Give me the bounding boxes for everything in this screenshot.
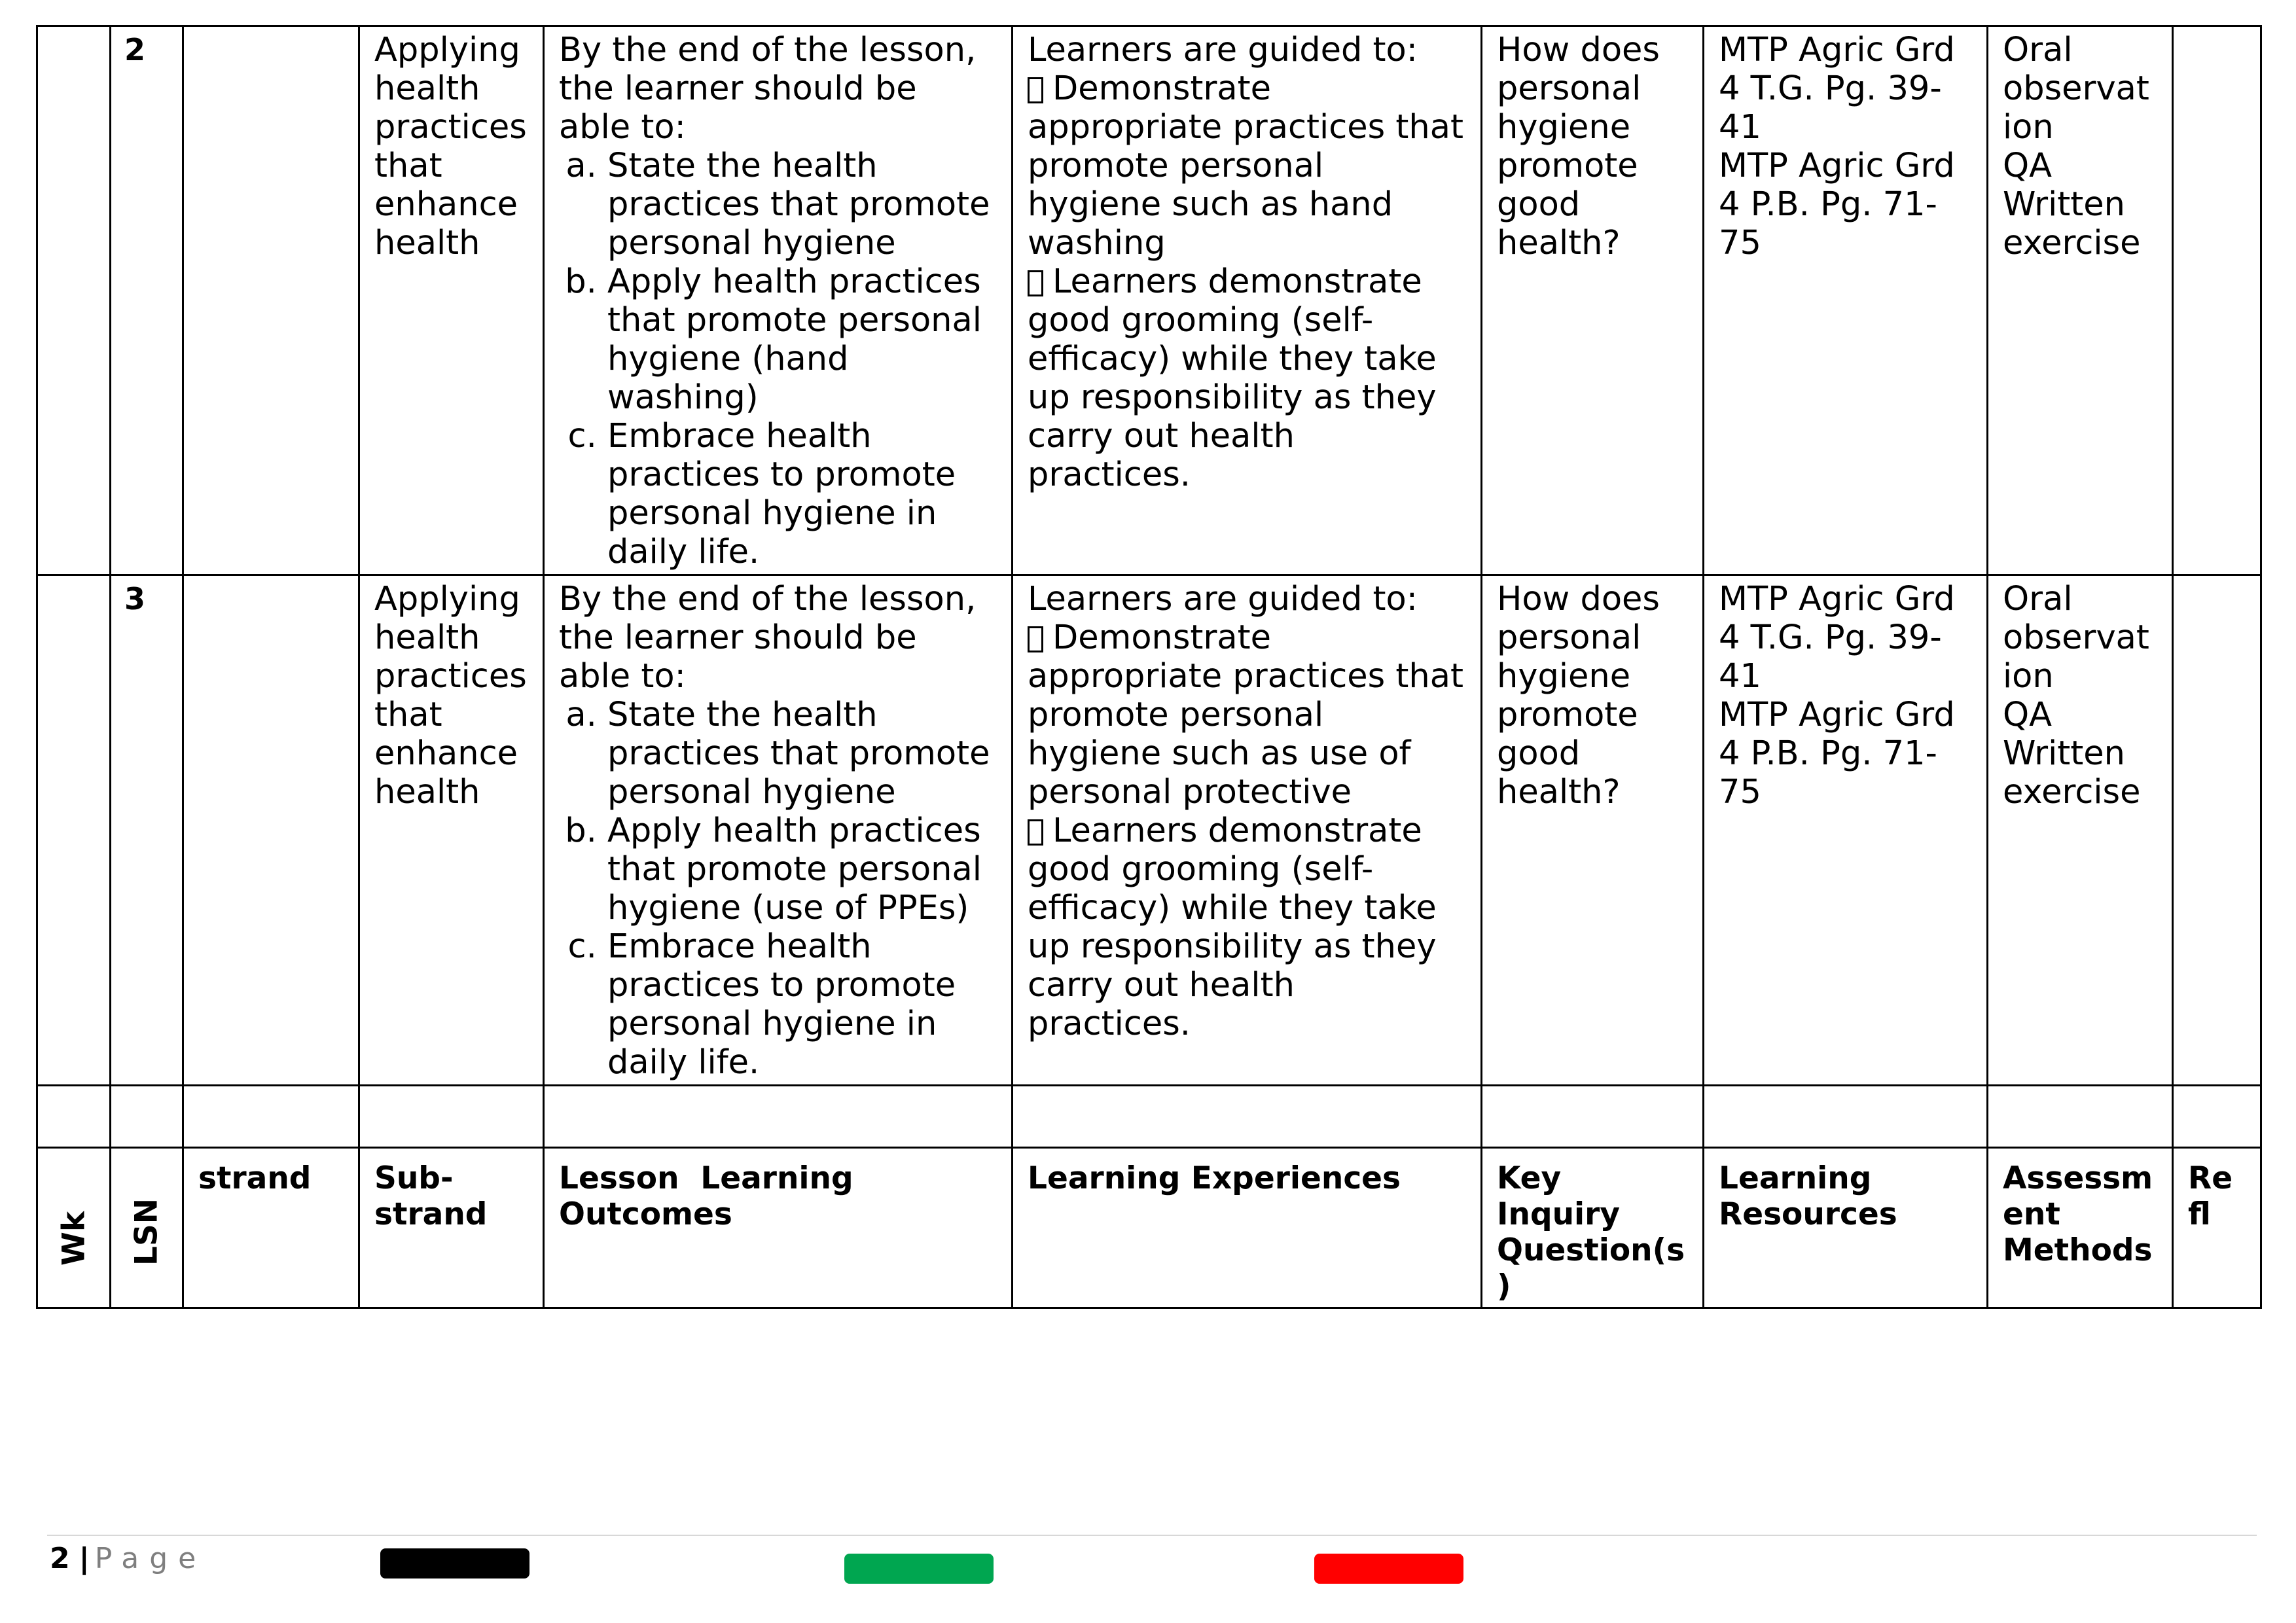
assessment-methods-cell xyxy=(1988,26,2173,575)
assessment-item: Oral observation xyxy=(2003,580,2149,696)
resource-item: MTP Agric Grd 4 P.B. Pg. 71-75 xyxy=(1719,696,1955,812)
footer-separator: | xyxy=(79,1542,90,1575)
outcomes-list xyxy=(559,147,997,571)
experience-item xyxy=(1028,262,1466,494)
outcome-item: b. Apply health practices that promote personal hygiene (use of PPEs) xyxy=(607,812,997,927)
flag-stripe-green xyxy=(844,1554,994,1584)
outcome-item: a. State the health practices that promote personal hygiene xyxy=(607,696,997,812)
header-learning-outcomes: Lesson Learning Outcomes xyxy=(544,1148,1013,1308)
empty-row xyxy=(37,1086,2261,1148)
outcome-item: c. Embrace health practices to promote personal hygiene in daily life. xyxy=(607,417,997,571)
empty-cell xyxy=(544,1086,1013,1148)
experience-text: Learners demonstrate good grooming (self-efficacy) while they take up responsibility as they carry out health practices. xyxy=(1028,262,1437,494)
empty-cell xyxy=(37,1086,111,1148)
header-strand: strand xyxy=(183,1148,359,1308)
experience-item xyxy=(1028,618,1466,812)
header-learning-experiences: Learning Experiences xyxy=(1013,1148,1482,1308)
learning-outcomes-cell xyxy=(544,575,1013,1086)
flag-stripe-black xyxy=(380,1548,529,1578)
outcome-item: a. State the health practices that promote personal hygiene xyxy=(607,147,997,262)
flag-stripe-red xyxy=(1314,1554,1463,1584)
empty-cell xyxy=(183,1086,359,1148)
assessment-item: QA xyxy=(2003,696,2053,734)
assessment-methods-cell xyxy=(1988,575,2173,1086)
page-number: 2 xyxy=(50,1542,70,1575)
strand-cell xyxy=(183,26,359,575)
header-week xyxy=(37,1148,111,1308)
experience-text: Demonstrate appropriate practices that promote personal hygiene such as hand washing xyxy=(1028,69,1463,262)
lesson-row xyxy=(37,26,2261,575)
resource-item: MTP Agric Grd 4 T.G. Pg. 39-41 xyxy=(1719,580,1955,696)
outcomes-intro: By the end of the lesson, the learner should be able to: xyxy=(559,31,977,147)
lesson-number-cell: 3 xyxy=(111,575,183,1086)
scheme-of-work-table xyxy=(36,25,2262,1309)
assessment-item: Written exercise xyxy=(2003,734,2141,812)
header-learning-resources: Learning Resources xyxy=(1704,1148,1988,1308)
experience-text: Learners demonstrate good grooming (self-efficacy) while they take up responsibility as they carry out health practices. xyxy=(1028,812,1437,1043)
empty-cell xyxy=(1704,1086,1988,1148)
page-footer xyxy=(50,1539,206,1578)
week-cell xyxy=(37,26,111,575)
resource-item: MTP Agric Grd 4 T.G. Pg. 39-41 xyxy=(1719,31,1955,147)
key-inquiry-cell: How does personal hygiene promote good health? xyxy=(1482,575,1704,1086)
learning-resources-cell xyxy=(1704,26,1988,575)
outcome-item: b. Apply health practices that promote personal hygiene (hand washing) xyxy=(607,262,997,417)
outcome-item: c. Embrace health practices to promote personal hygiene in daily life. xyxy=(607,927,997,1082)
experience-text: Demonstrate appropriate practices that promote personal hygiene such as use of personal protective xyxy=(1028,618,1463,812)
lesson-number-cell: 2 xyxy=(111,26,183,575)
assessment-item: Oral observation xyxy=(2003,31,2149,147)
learning-experiences-cell xyxy=(1013,26,1482,575)
empty-cell xyxy=(111,1086,183,1148)
empty-cell xyxy=(2173,1086,2261,1148)
outcomes-list xyxy=(559,696,997,1082)
assessment-item: Written exercise xyxy=(2003,185,2141,262)
empty-cell xyxy=(359,1086,544,1148)
strand-cell xyxy=(183,575,359,1086)
header-week-label: Wk xyxy=(56,1211,92,1266)
header-lesson-label: LSN xyxy=(128,1198,165,1266)
header-lesson xyxy=(111,1148,183,1308)
assessment-item: QA xyxy=(2003,147,2053,185)
empty-cell xyxy=(1988,1086,2173,1148)
lesson-row xyxy=(37,575,2261,1086)
footer-divider xyxy=(47,1535,2257,1536)
experience-item xyxy=(1028,69,1466,262)
missing-glyph-icon xyxy=(1028,819,1043,846)
header-reflection: Refl xyxy=(2173,1148,2261,1308)
header-assessment-methods: Assessment Methods xyxy=(1988,1148,2173,1308)
reflection-cell xyxy=(2173,575,2261,1086)
experiences-intro: Learners are guided to: xyxy=(1028,580,1418,618)
sub-strand-cell: Applying health practices that enhance health xyxy=(359,26,544,575)
reflection-cell xyxy=(2173,26,2261,575)
outcomes-intro: By the end of the lesson, the learner should be able to: xyxy=(559,580,977,696)
key-inquiry-cell: How does personal hygiene promote good health? xyxy=(1482,26,1704,575)
learning-resources-cell xyxy=(1704,575,1988,1086)
missing-glyph-icon xyxy=(1028,626,1043,652)
page-label: Page xyxy=(94,1542,207,1575)
experience-item xyxy=(1028,812,1466,1043)
learning-outcomes-cell xyxy=(544,26,1013,575)
empty-cell xyxy=(1482,1086,1704,1148)
header-key-inquiry: Key Inquiry Question(s) xyxy=(1482,1148,1704,1308)
resource-item: MTP Agric Grd 4 P.B. Pg. 71-75 xyxy=(1719,147,1955,262)
empty-cell xyxy=(1013,1086,1482,1148)
header-row xyxy=(37,1148,2261,1308)
experiences-intro: Learners are guided to: xyxy=(1028,31,1418,69)
header-sub-strand: Sub-strand xyxy=(359,1148,544,1308)
missing-glyph-icon xyxy=(1028,270,1043,296)
learning-experiences-cell xyxy=(1013,575,1482,1086)
week-cell xyxy=(37,575,111,1086)
missing-glyph-icon xyxy=(1028,77,1043,103)
sub-strand-cell: Applying health practices that enhance health xyxy=(359,575,544,1086)
